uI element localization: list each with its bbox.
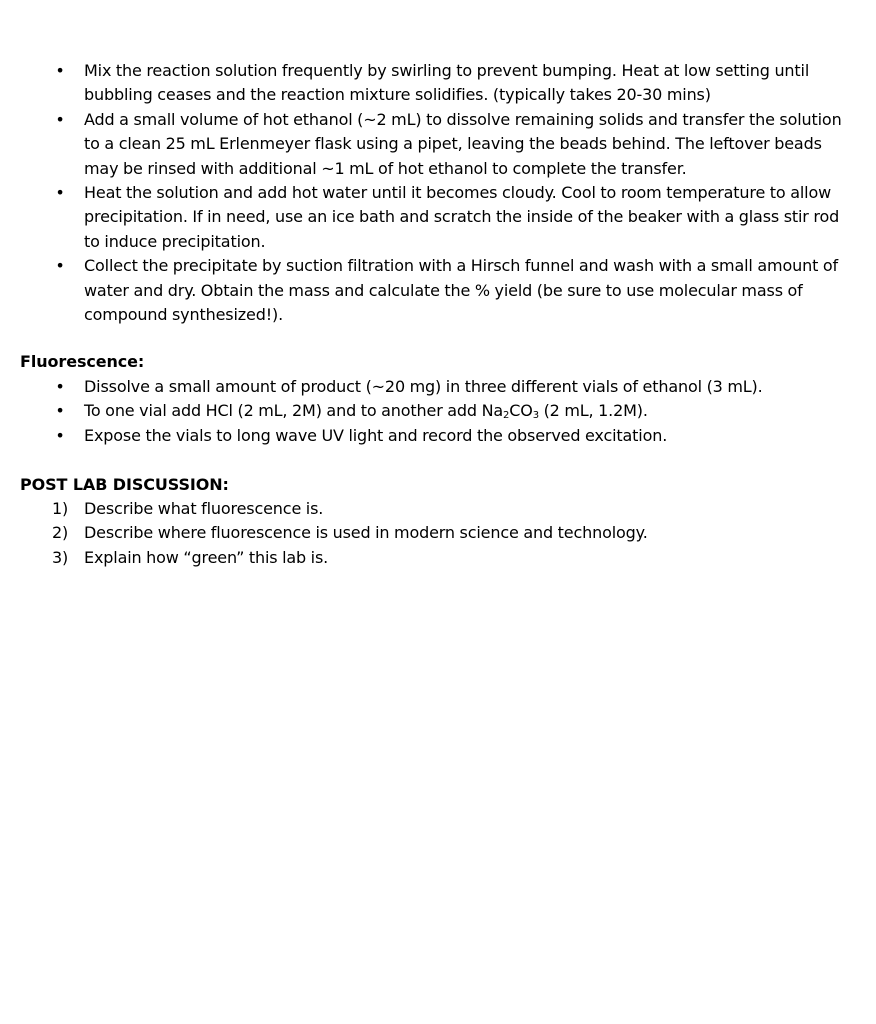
bullet-icon: • bbox=[55, 61, 65, 80]
bullet-icon: • bbox=[55, 425, 65, 445]
discussion-question-2 bbox=[20, 521, 850, 545]
procedure-step-text: Heat the solution and add hot water until it becomes cloudy. Cool to room temperature to allow precipitation. If in need, use an ice bath and scratch the inside of the beaker with a glass stir rod to induce precipitation. bbox=[84, 183, 840, 251]
question-number: 1) bbox=[52, 499, 69, 518]
bullet-icon: • bbox=[55, 183, 65, 203]
bullet-icon: • bbox=[55, 401, 65, 421]
procedure-step-3 bbox=[20, 181, 850, 254]
bullet-icon: • bbox=[55, 256, 65, 276]
fluorescence-step-1 bbox=[20, 375, 850, 399]
question-text: Explain how “green” this lab is. bbox=[84, 547, 329, 567]
fluorescence-step-text: Dissolve a small amount of product (~20 mg) in three different vials of ethanol (3 mL). bbox=[84, 377, 763, 396]
procedure-step-2 bbox=[20, 108, 850, 181]
bullet-icon: • bbox=[55, 377, 65, 396]
procedure-step-1 bbox=[20, 59, 850, 108]
procedure-list bbox=[20, 59, 850, 327]
question-number: 2) bbox=[52, 523, 69, 543]
discussion-list bbox=[20, 497, 850, 570]
procedure-step-4 bbox=[20, 254, 850, 327]
procedure-step-text: Add a small volume of hot ethanol (~2 mL) to dissolve remaining solids and transfer the solution to a clean 25 mL Erlenmeyer flask using a pipet, leaving the beads behind. The leftover beads may be rinsed with additional ~1 mL of hot ethanol to complete the transfer. bbox=[84, 109, 842, 178]
fluorescence-heading: Fluorescence: bbox=[20, 352, 145, 371]
fluorescence-step-2 bbox=[20, 399, 850, 423]
post-lab-discussion-heading: POST LAB DISCUSSION: bbox=[20, 475, 229, 494]
discussion-question-1 bbox=[20, 497, 850, 521]
fluorescence-list bbox=[20, 375, 850, 448]
fluorescence-step-3 bbox=[20, 424, 850, 448]
subscript: 3 bbox=[532, 410, 539, 422]
procedure-step-text: Mix the reaction solution frequently by swirling to prevent bumping. Heat at low setting until bubbling ceases and the reaction mixture solidifies. (typically takes 20-30 mins) bbox=[84, 61, 810, 105]
procedure-step-text: Collect the precipitate by suction filtration with a Hirsch funnel and wash with a small amount of water and dry. Obtain the mass and calculate the % yield (be sure to use molecular mass of compound synthesized!). bbox=[84, 256, 838, 325]
text-segment: CO bbox=[509, 401, 533, 421]
question-text: Describe what fluorescence is. bbox=[84, 499, 324, 518]
text-segment: To one vial add HCl (2 mL, 2M) and to another add Na bbox=[84, 401, 504, 421]
subscript: 2 bbox=[503, 410, 510, 422]
text-segment: (2 mL, 1.2M). bbox=[538, 401, 648, 421]
discussion-question-3 bbox=[20, 546, 850, 570]
fluorescence-step-text bbox=[84, 401, 648, 420]
bullet-icon: • bbox=[55, 109, 65, 129]
question-text: Describe where fluorescence is used in modern science and technology. bbox=[84, 523, 648, 543]
fluorescence-step-text: Expose the vials to long wave UV light and record the observed excitation. bbox=[84, 425, 668, 445]
question-number: 3) bbox=[52, 547, 69, 567]
